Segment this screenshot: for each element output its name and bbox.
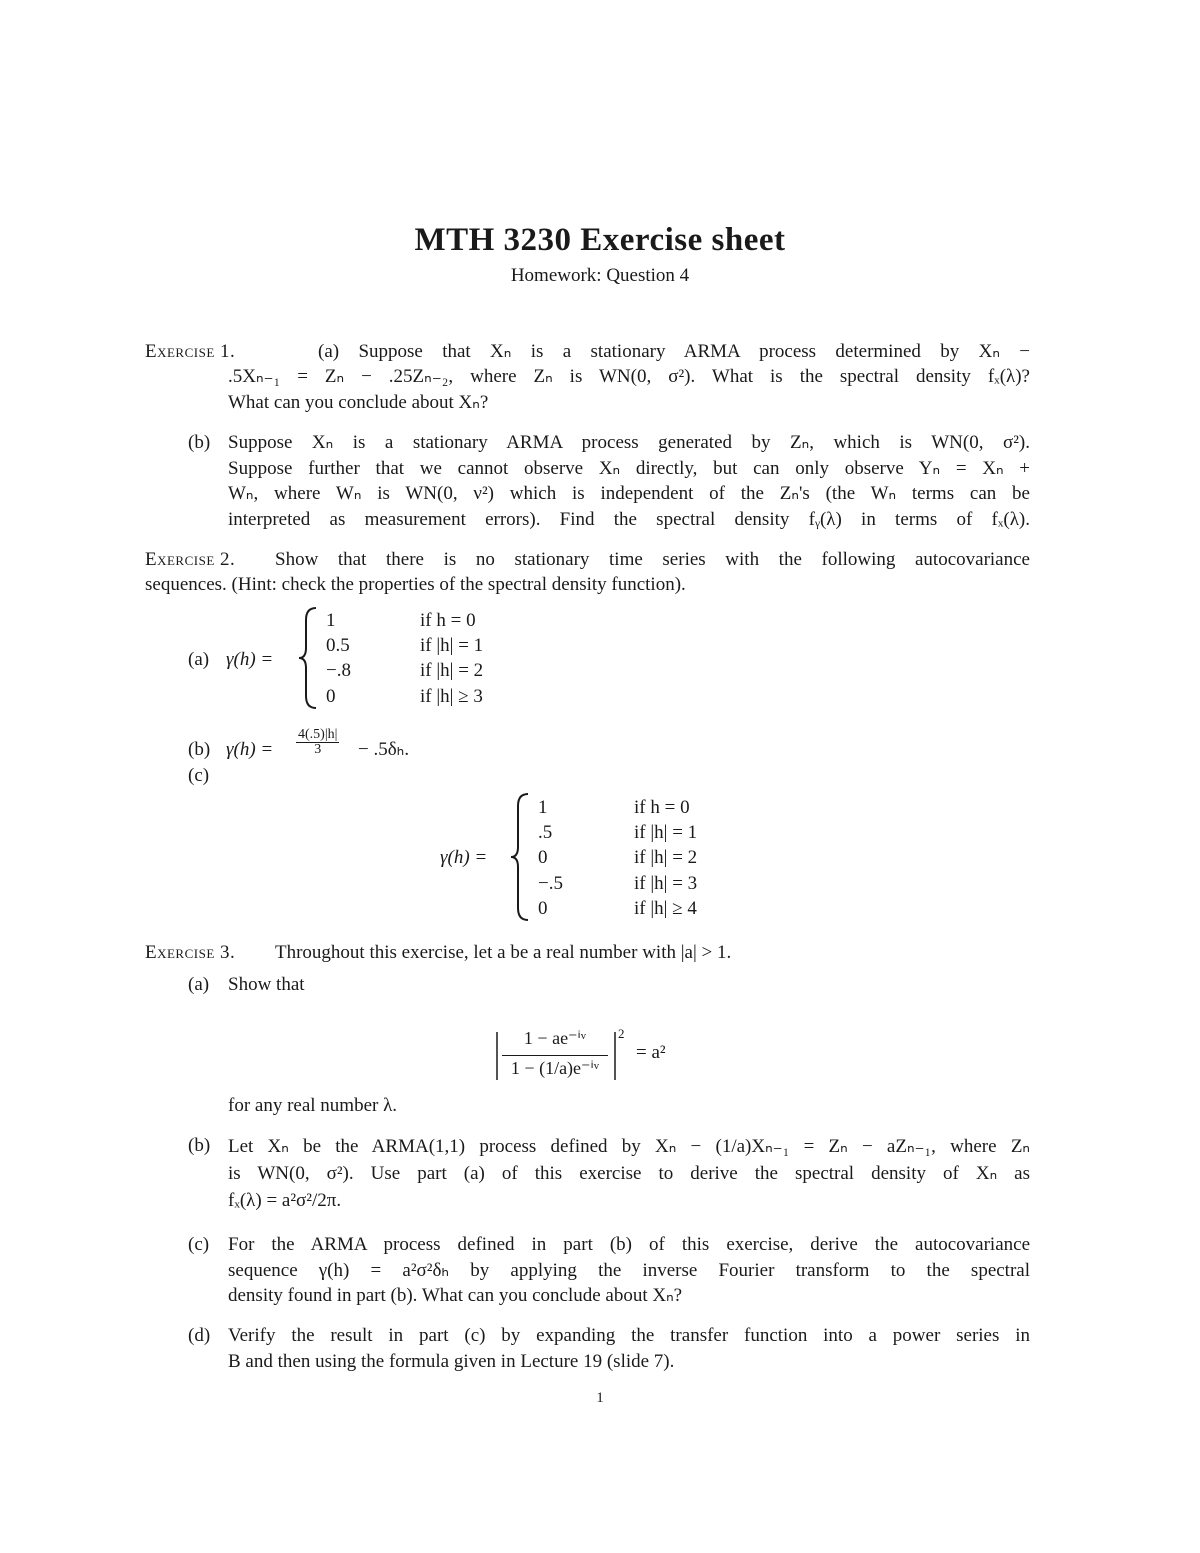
exercise-2b-fraction <box>296 728 339 757</box>
exercise-3a-exponent: 2 <box>618 1026 625 1041</box>
exercise-1b-text-2: Suppose further that we cannot observe Xₙ directly, but can only observe Yₙ = Xₙ + <box>228 457 1030 479</box>
case-2c-cond-2: if |h| = 1 <box>634 822 698 843</box>
exercise-3b-text-1: Let Xₙ be the ARMA(1,1) process defined by Xₙ − (1/a)Xₙ₋₁ = Zₙ − aZₙ₋₁, where Zₙ <box>228 1136 1030 1157</box>
exercise-3c-label: (c) <box>188 1234 210 1255</box>
exercise-2a-label: (a) <box>188 649 210 670</box>
exercise-3d-label: (d) <box>188 1325 211 1346</box>
exercise-2-intro-text-2: sequences. (Hint: check the properties of the spectral density function). <box>145 574 686 595</box>
case-2c-cond-3: if |h| = 2 <box>634 847 698 868</box>
exercise-2b-frac <box>296 728 339 757</box>
exercise-3b-text-2: is WN(0, σ²). Use part (a) of this exercise to derive the spectral density of Xₙ as <box>228 1163 1030 1184</box>
exercise-3a-rhs: = a² <box>636 1042 666 1063</box>
exercise-1b-label: (b) <box>188 432 211 453</box>
case-2a-value-2: 0.5 <box>326 635 350 656</box>
case-2a-value-1: 1 <box>326 610 336 631</box>
case-2c-cond-1: if h = 0 <box>634 797 690 818</box>
exercise-3c-body <box>228 1232 1030 1309</box>
exercise-3-intro: Throughout this exercise, let a be a real number with |a| > 1. <box>275 942 732 963</box>
exercise-2-label: Exercise 2. <box>145 549 236 570</box>
exercise-3c-text-1: For the ARMA process defined in part (b) of this exercise, derive the autocovariance <box>228 1234 1030 1255</box>
exercise-2c-label: (c) <box>188 765 210 786</box>
exercise-3a-after: for any real number λ. <box>228 1095 398 1116</box>
exercise-1b-text-4: interpreted as measurement errors). Find the spectral density fᵧ(λ) in terms of fₓ(λ). <box>228 508 1030 530</box>
exercise-3b-label: (b) <box>188 1135 211 1156</box>
exercise-3b-text-3: fₓ(λ) = a²σ²/2π. <box>228 1190 342 1211</box>
fraction-bar <box>502 1055 608 1056</box>
exercise-2b-numerator: 4(.5)|h| <box>298 727 338 742</box>
exercise-2c-lhs: γ(h) = <box>440 847 488 868</box>
case-2a-cond-4: if |h| ≥ 3 <box>420 686 483 707</box>
exercise-3a-numerator: 1 − ae⁻ⁱᵛ <box>523 1028 587 1048</box>
exercise-1b-text-1: Suppose Xₙ is a stationary ARMA process generated by Zₙ, which is WN(0, σ²). <box>228 432 1030 453</box>
exercise-1a-body <box>228 364 1030 415</box>
case-2a-value-4: 0 <box>326 686 336 707</box>
exercise-1b-text-3: Wₙ, where Wₙ is WN(0, ν²) which is independent of the Zₙ's (the Wₙ terms can be <box>228 483 1030 504</box>
case-2c-cond-5: if |h| ≥ 4 <box>634 898 697 919</box>
exercise-2b-tail: − .5δₕ. <box>358 739 410 760</box>
exercise-3d-text-2: B and then using the formula given in Lecture 19 (slide 7). <box>228 1350 675 1372</box>
exercise-1a-text-2: .5Xₙ₋₁ = Zₙ − .25Zₙ₋₂, where Zₙ is WN(0, σ²). What is the spectral density fₓ(λ)? <box>228 366 1030 387</box>
exercise-3c-text-2: sequence γ(h) = a²σ²δₕ by applying the inverse Fourier transform to the spectral <box>228 1259 1030 1281</box>
exercise-2-intro-2 <box>145 572 1030 598</box>
case-2a-cond-2: if |h| = 1 <box>420 635 484 656</box>
left-brace-icon <box>508 792 532 922</box>
case-2a-cond-3: if |h| = 2 <box>420 660 484 681</box>
exercise-2b-denominator: 3 <box>314 742 322 757</box>
exercise-2b-label: (b) <box>188 739 211 760</box>
exercise-1-label: Exercise 1. <box>145 341 236 362</box>
exercise-1a-line-1 <box>318 339 1030 365</box>
exercise-3b-body <box>228 1133 1030 1214</box>
exercise-1a-text-3: What can you conclude about Xₙ? <box>228 391 489 413</box>
exercise-1a-text-1: (a) Suppose that Xₙ is a stationary ARMA process determined by Xₙ − <box>318 341 1030 362</box>
case-2c-value-4: −.5 <box>538 873 563 894</box>
exercise-2b-lhs: γ(h) = <box>226 739 274 760</box>
case-2c-cond-4: if |h| = 3 <box>634 873 698 894</box>
case-2c-value-2: .5 <box>538 822 553 843</box>
page-subtitle: Homework: Question 4 <box>510 265 690 286</box>
exercise-3c-text-3: density found in part (b). What can you conclude about Xₙ? <box>228 1285 683 1306</box>
exercise-3a-equation <box>494 1028 694 1084</box>
exercise-2a-lhs: γ(h) = <box>226 649 274 670</box>
exercise-3a-text: Show that <box>228 974 305 995</box>
exercise-3d-text-1: Verify the result in part (c) by expanding the transfer function into a power series in <box>228 1325 1030 1346</box>
page-number: 1 <box>596 1390 604 1406</box>
exercise-3a-denominator: 1 − (1/a)e⁻ⁱᵛ <box>510 1058 600 1078</box>
case-2a-value-3: −.8 <box>326 660 351 681</box>
left-brace-icon <box>296 606 320 710</box>
exercise-2-intro-text-1: Show that there is no stationary time series with the following autocovariance <box>275 549 1030 570</box>
exercise-3d-body <box>228 1323 1030 1374</box>
case-2c-value-1: 1 <box>538 797 548 818</box>
exercise-2-intro-1 <box>275 547 1030 573</box>
page-title: MTH 3230 Exercise sheet <box>414 222 786 258</box>
exercise-3a-label: (a) <box>188 974 210 995</box>
exercise-1b-body <box>228 430 1030 532</box>
case-2c-value-3: 0 <box>538 847 548 868</box>
exercise-3-label: Exercise 3. <box>145 942 236 963</box>
case-2a-cond-1: if h = 0 <box>420 610 476 631</box>
case-2c-value-5: 0 <box>538 898 548 919</box>
